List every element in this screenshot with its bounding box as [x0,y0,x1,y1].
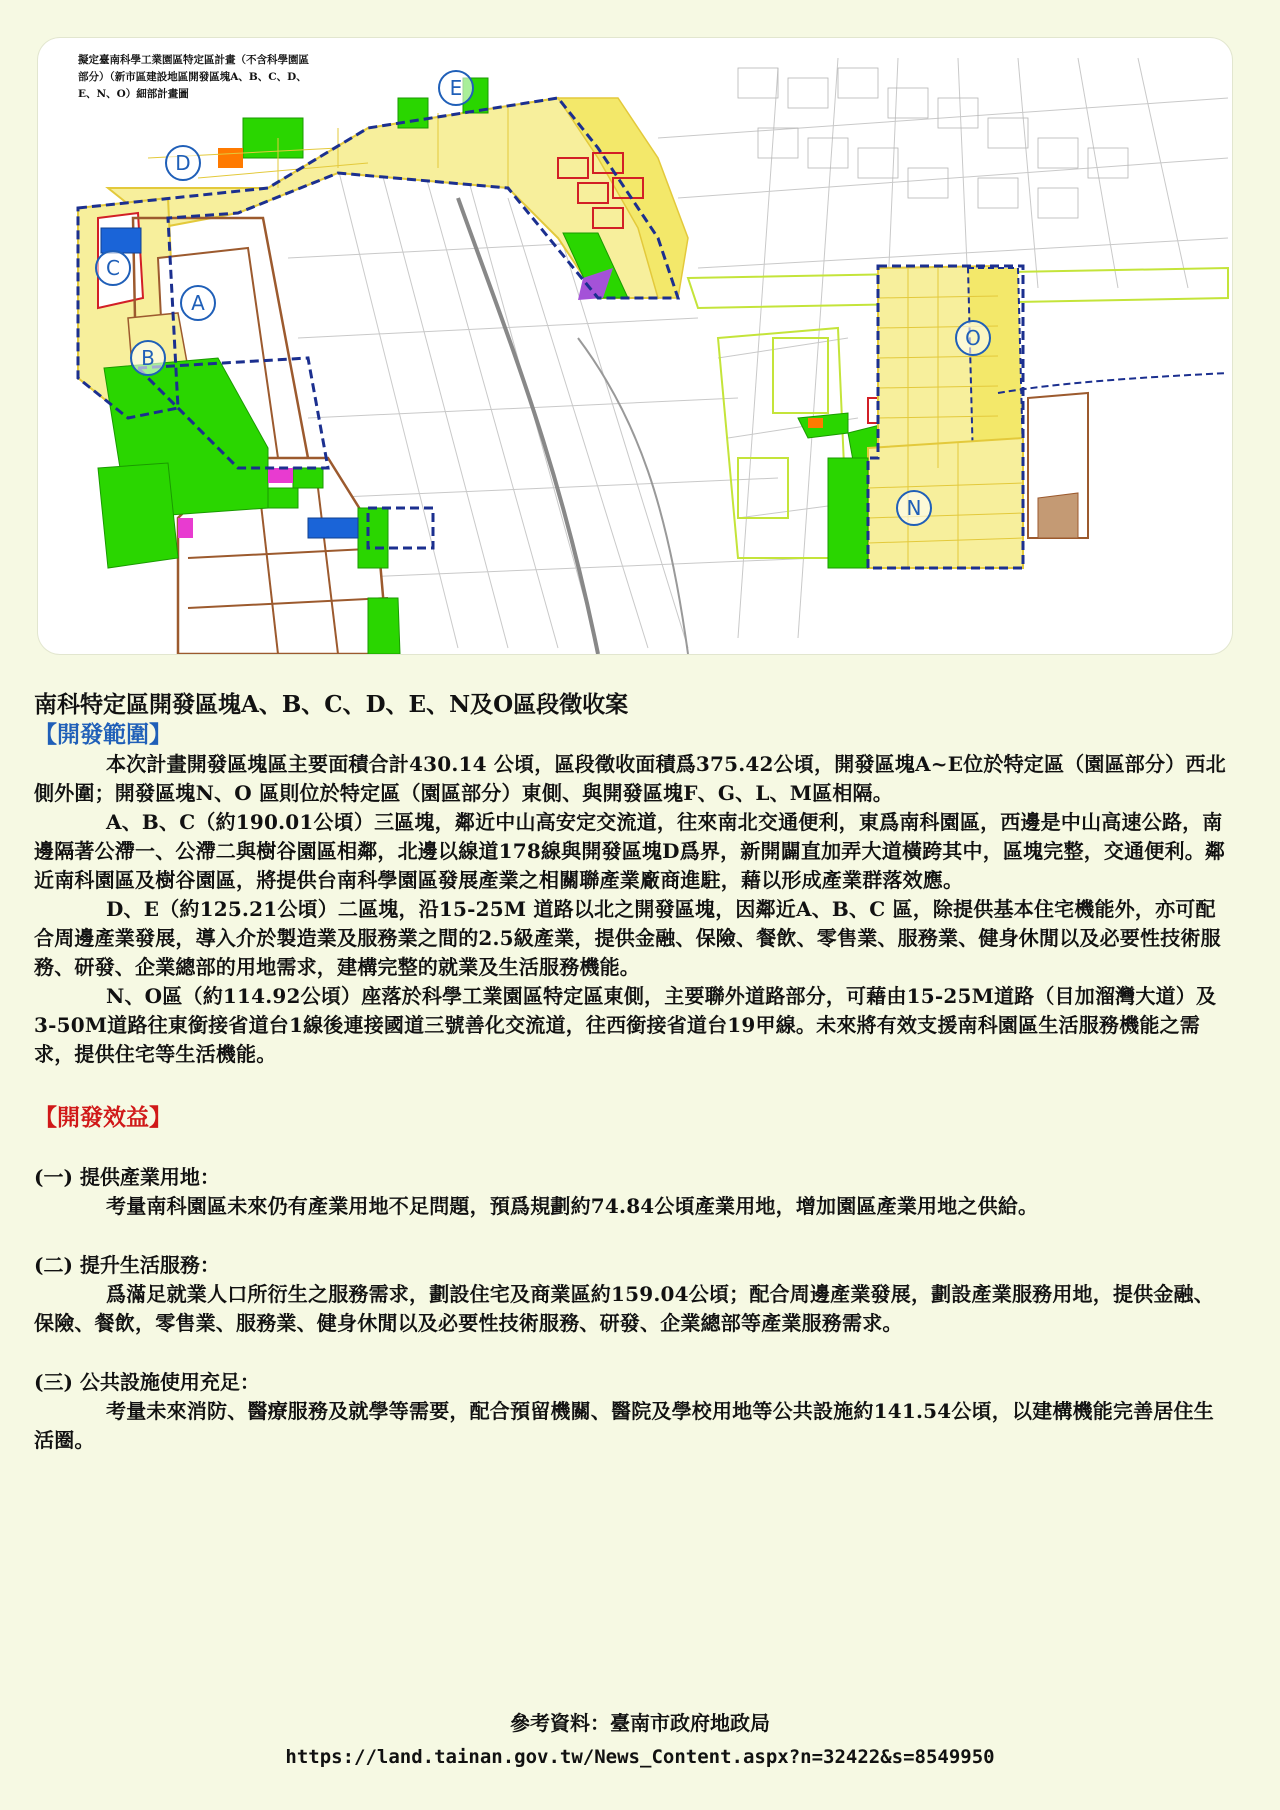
scope-paragraph: A、B、C（約190.01公頃）三區塊，鄰近中山高安定交流道，往來南北交通便利，東爲南科園區，西邊是中山高速公路，南邊隔著公滯一、公滯二與樹谷園區相鄰，北邊以線道178線與開發區塊D爲界，新開闢直加弄大道橫跨其中，區塊完整，交通便利。鄰近南科園區及樹谷園區，將提供台南科學園區發展產業之相關聯產業廠商進駐，藉以形成產業群落效應。 [34,810,1226,892]
map-title: 擬定臺南科學工業園區特定區計畫（不含科學園區部分）（新市區建設地區開發區塊A、B、C、D、E、N、O）細部計畫圖 [78,52,318,103]
benefit-text: 考量未來消防、醫療服務及就學等需要，配合預留機關、醫院及學校用地等公共設施約141.54公頃，以建構機能完善居住生活圈。 [34,1399,1214,1452]
benefit-title: (三) 公共設施使用充足： [34,1370,260,1394]
zone-label-e: E [449,76,463,100]
zone-label-b: B [141,346,155,370]
benefit-item [34,1251,1234,1338]
reference-url[interactable]: https://land.tainan.gov.tw/News_Content.aspx?n=32422&s=8549950 [285,1746,995,1768]
plan-map-drawing [38,38,1232,654]
zone-label-o: O [965,326,981,350]
zone-label-n: N [906,496,922,520]
zone-east-brown [1038,493,1078,538]
plan-map [38,38,1232,654]
rail-line [578,338,688,654]
scope-paragraph: N、O區（約114.92公頃）座落於科學工業園區特定區東側，主要聯外道路部分，可藉由15-25M道路（目加溜灣大道）及3-50M道路往東銜接省道台1線後連接國道三號善化交流道，往西銜接省道台19甲線。未來將有效支援南科園區生活服務機能之需求，提供住宅等生活機能。 [34,984,1217,1066]
references [0,1706,1280,1774]
benefit-heading: 【開發效益】 [34,1104,172,1131]
zone-label-a: A [191,291,205,315]
zone-n-park [828,458,868,568]
scope-paragraph: D、E（約125.21公頃）二區塊，沿15-25M 道路以北之開發區塊，因鄰近A、B、C 區，除提供基本住宅機能外，亦可配合周邊產業發展，導入介於製造業及服務業之間的2.5級產業，提供金融、保險、餐飲、零售業、服務業、健身休閒以及必要性技術服務、研發、企業總部的用地需求，建構完整的就業及生活服務機能。 [34,897,1221,979]
benefit-item [34,1368,1234,1455]
benefit-title: (二) 提升生活服務： [34,1253,220,1277]
scope-heading: 【開發範圍】 [34,721,172,748]
zone-n [868,438,1023,568]
zone-label-c: C [106,256,120,280]
zone-label-d: D [175,151,191,175]
zone-o-east [968,268,1023,463]
benefit-text: 爲滿足就業人口所衍生之服務需求，劃設住宅及商業區約159.04公頃；配合周邊產業發展，劃設產業服務用地，提供金融、保險、餐飲，零售業、服務業、健身休閒以及必要性技術服務、研發、企業總部等產業服務需求。 [34,1282,1214,1335]
benefit-text: 考量南科園區未來仍有產業用地不足問題，預爲規劃約74.84公頃產業用地，增加園區產業用地之供給。 [106,1194,1039,1218]
benefit-title: (一) 提供產業用地： [34,1165,220,1189]
street-grid-ne [738,68,1128,218]
document-title: 南科特定區開發區塊A、B、C、D、E、N及O區段徵收案 [34,691,629,718]
road-3-50m [998,373,1228,393]
benefit-item [34,1163,1234,1221]
reference-label: 參考資料：臺南市政府地政局 [510,1711,770,1735]
scope-paragraph: 本次計畫開發區塊區主要面積合計430.14 公頃，區段徵收面積爲375.42公頃，開發區塊A~E位於特定區（園區部分）西北側外圍；開發區塊N、O 區則位於特定區（園區部分）東側、與開發區塊F、G、L、M區相隔。 [34,752,1226,805]
document-body [34,690,1234,1455]
